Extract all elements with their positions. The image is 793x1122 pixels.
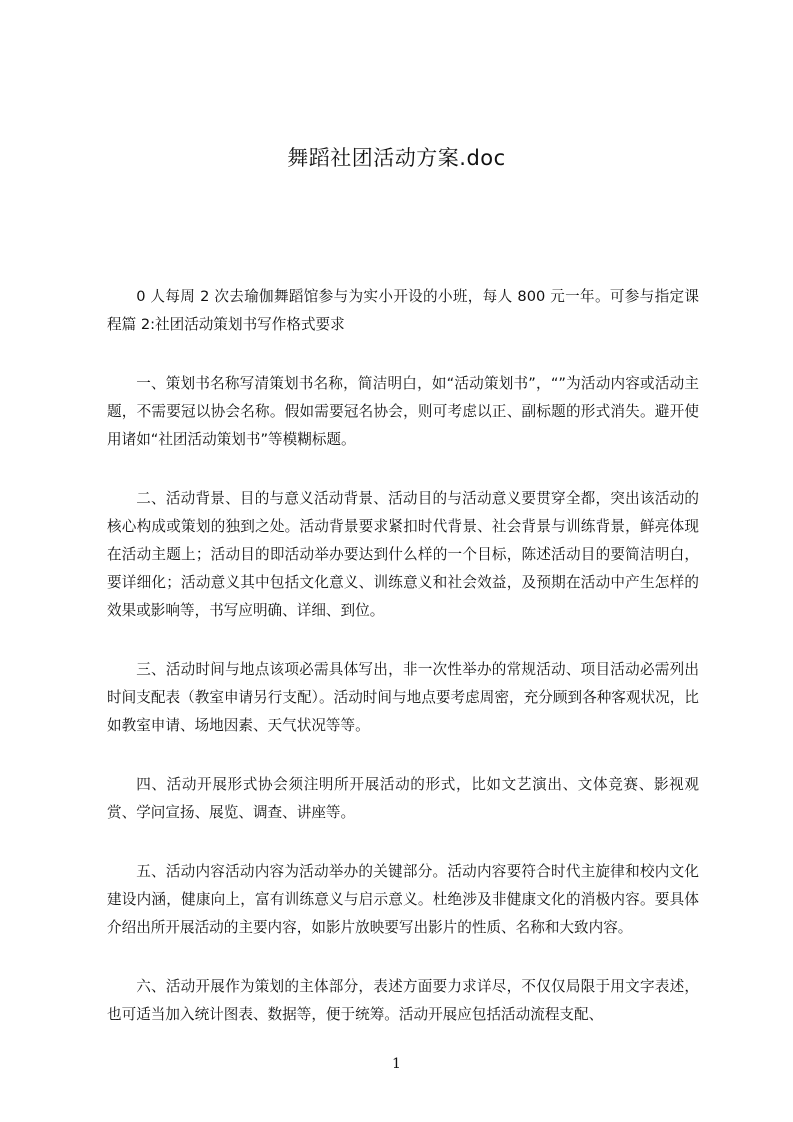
paragraph-section-1: 一、策划书名称写清策划书名称，简洁明白，如“活动策划书”，“”为活动内容或活动主题，不需要冠以协会名称。假如需要冠名协会，则可考虑以正、副标题的形式消失。避开使用诸如“社团活动策划书”等模糊标题。 bbox=[107, 375, 699, 448]
paragraph-section-6: 六、活动开展作为策划的主体部分，表述方面要力求详尽，不仅仅局限于用文字表述，也可适当加入统计图表、数据等，便于统筹。活动开展应包括活动流程支配、 bbox=[107, 978, 699, 1023]
paragraph-section-2: 二、活动背景、目的与意义活动背景、活动目的与活动意义要贯穿全都，突出该活动的核心构成或策划的独到之处。活动背景要求紧扣时代背景、社会背景与训练背景，鲜亮体现在活动主题上；活动目的即活动举办要达到什么样的一个目标，陈述活动目的要简洁明白，要详细化；活动意义其中包括文化意义、训练意义和社会效益，及预期在活动中产生怎样的效果或影响等，书写应明确、详细、到位。 bbox=[107, 490, 699, 619]
document-body bbox=[107, 283, 699, 1060]
paragraph-section-3: 三、活动时间与地点该项必需具体写出，非一次性举办的常规活动、项目活动必需列出时间支配表（教室申请另行支配）。活动时间与地点要考虑周密，充分顾到各种客观状况，比如教室申请、场地因素、天气状况等等。 bbox=[107, 661, 699, 734]
document-title: 舞蹈社团活动方案.doc bbox=[287, 146, 506, 170]
paragraph-section-4: 四、活动开展形式协会须注明所开展活动的形式，比如文艺演出、文体竞赛、影视观赏、学问宣扬、展览、调查、讲座等。 bbox=[107, 776, 699, 821]
paragraph-section-5: 五、活动内容活动内容为活动举办的关键部分。活动内容要符合时代主旋律和校内文化建设内涵，健康向上，富有训练意义与启示意义。杜绝涉及非健康文化的消极内容。要具体介绍出所开展活动的主要内容，如影片放映要写出影片的性质、名称和大致内容。 bbox=[107, 863, 699, 936]
paragraph-intro: 0 人每周 2 次去瑜伽舞蹈馆参与为实小开设的小班，每人 800 元一年。可参与指定课程篇 2:社团活动策划书写作格式要求 bbox=[107, 288, 699, 333]
page-number: 1 bbox=[392, 1056, 401, 1072]
